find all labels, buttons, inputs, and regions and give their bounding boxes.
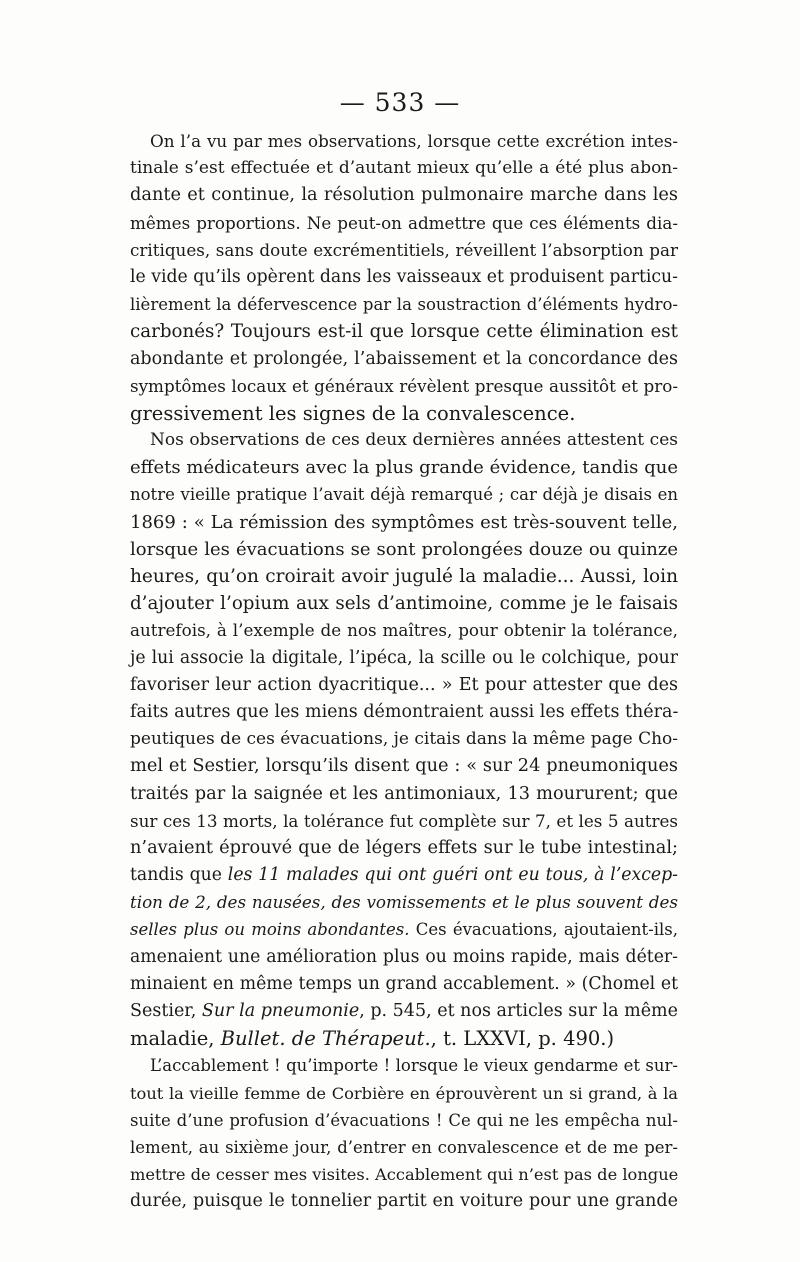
- text-line: lorsque les évacuations se sont prolongées douze ou quinze: [130, 538, 678, 560]
- text-line: effets médicateurs avec la plus grande évidence, tandis que: [130, 457, 678, 479]
- body-text: [130, 128, 678, 1216]
- text-run: maladie,: [130, 1027, 221, 1051]
- text-line: notre vieille pratique l’avait déjà remarqué ; car déjà je disais en: [130, 485, 678, 505]
- text-run: tandis que: [130, 865, 228, 886]
- text-line: d’ajouter l’opium aux sels d’antimoine, comme je le faisais: [130, 593, 678, 615]
- text-line: critiques, sans doute excrémentitiels, réveillent l’absorption par: [130, 239, 678, 260]
- text-line: [130, 1025, 678, 1052]
- text-line: mettre de cesser mes visites. Accablement qui n’est pas de longue: [130, 1165, 679, 1185]
- text-line: mel et Sestier, lorsqu’ils disent que : « sur 24 pneumoniques: [130, 756, 678, 777]
- text-line: tinale s’est effectuée et d’autant mieux qu’elle a été plus abon-: [130, 158, 678, 179]
- text-run: Ces évacuations, ajoutaient-ils,: [409, 920, 678, 940]
- text-line: abondante et prolongée, l’abaissement et la concordance des: [130, 348, 678, 369]
- text-line: durée, puisque le tonnelier partit en voiture pour une grande: [130, 1191, 678, 1212]
- text-line: lièrement la défervescence par la soustraction d’éléments hydro-: [130, 295, 678, 315]
- work-title: Sur la pneumonie: [201, 1001, 360, 1021]
- text-line: Nos observations de ces deux dernières années attestent ces: [150, 430, 678, 451]
- text-line: On l’a vu par mes observations, lorsque cette excrétion intes-: [150, 131, 678, 151]
- text-line: traités par la saignée et les antimoniaux, 13 moururent; que: [130, 783, 678, 804]
- text-line: symptômes locaux et généraux révèlent presque aussitôt et pro-: [130, 375, 678, 396]
- text-line: tout la vieille femme de Corbière en éprouvèrent un si grand, à la: [130, 1083, 678, 1103]
- work-title: Bullet. de Thérapeut.: [220, 1027, 431, 1051]
- text-line: lement, au sixième jour, d’entrer en convalescence et de me per-: [130, 1137, 678, 1157]
- text-line: mêmes proportions. Ne peut-on admettre que ces éléments dia-: [130, 212, 678, 233]
- text-line: faits autres que les miens démontraient aussi les effets théra-: [130, 701, 679, 722]
- text-line: minaient en même temps un grand accablement. » (Chomel et: [130, 973, 678, 994]
- text-line: 1869 : « La rémission des symptômes est très-souvent telle,: [130, 511, 678, 533]
- text-line: n’avaient éprouvé que de légers effets sur le tube intestinal;: [130, 837, 678, 858]
- text-line: autrefois, à l’exemple de nos maîtres, pour obtenir la tolérance,: [130, 620, 678, 641]
- text-line: heures, qu’on croirait avoir jugulé la maladie... Aussi, loin: [130, 566, 678, 587]
- text-line: sur ces 13 morts, la tolérance fut complète sur 7, et les 5 autres: [130, 810, 678, 831]
- text-line: gressivement les signes de la convalescence.: [130, 401, 576, 425]
- text-line: L’accablement ! qu’importe ! lorsque le vieux gendarme et sur-: [150, 1056, 678, 1076]
- page-number: — 533 —: [339, 88, 461, 117]
- text-line: suite d’une profusion d’évacuations ! Ce qui ne les empêcha nul-: [130, 1110, 678, 1130]
- text-run: Sestier,: [130, 1001, 202, 1021]
- text-line: [130, 862, 678, 889]
- text-line: dante et continue, la résolution pulmonaire marche dans les: [130, 185, 678, 206]
- text-line: carbonés? Toujours est-il que lorsque cette élimination est: [130, 321, 678, 343]
- text-line: peutiques de ces évacuations, je citais dans la même page Cho-: [130, 729, 678, 750]
- text-line: je lui associe la digitale, l’ipéca, la scille ou le colchique, pour: [130, 647, 678, 668]
- text-line: le vide qu’ils opèrent dans les vaisseaux et produisent particu-: [130, 266, 678, 287]
- italic-quote: tion de 2, des nausées, des vomissements et le plus souvent des: [130, 892, 678, 913]
- text-line: [130, 916, 678, 943]
- italic-quote: les 11 malades qui ont guéri ont eu tous, à l’excep-: [227, 865, 678, 886]
- text-run: , t. LXXVI, p. 490.): [430, 1027, 615, 1051]
- italic-quote: selles plus ou moins abondantes.: [130, 920, 410, 940]
- text-line: [130, 889, 678, 916]
- text-run: , p. 545, et nos articles sur la même: [359, 1001, 678, 1021]
- text-line: amenaient une amélioration plus ou moins rapide, mais déter-: [130, 946, 678, 967]
- text-line: favoriser leur action dyacritique... » Et pour attester que des: [130, 674, 678, 695]
- text-line: [130, 998, 678, 1025]
